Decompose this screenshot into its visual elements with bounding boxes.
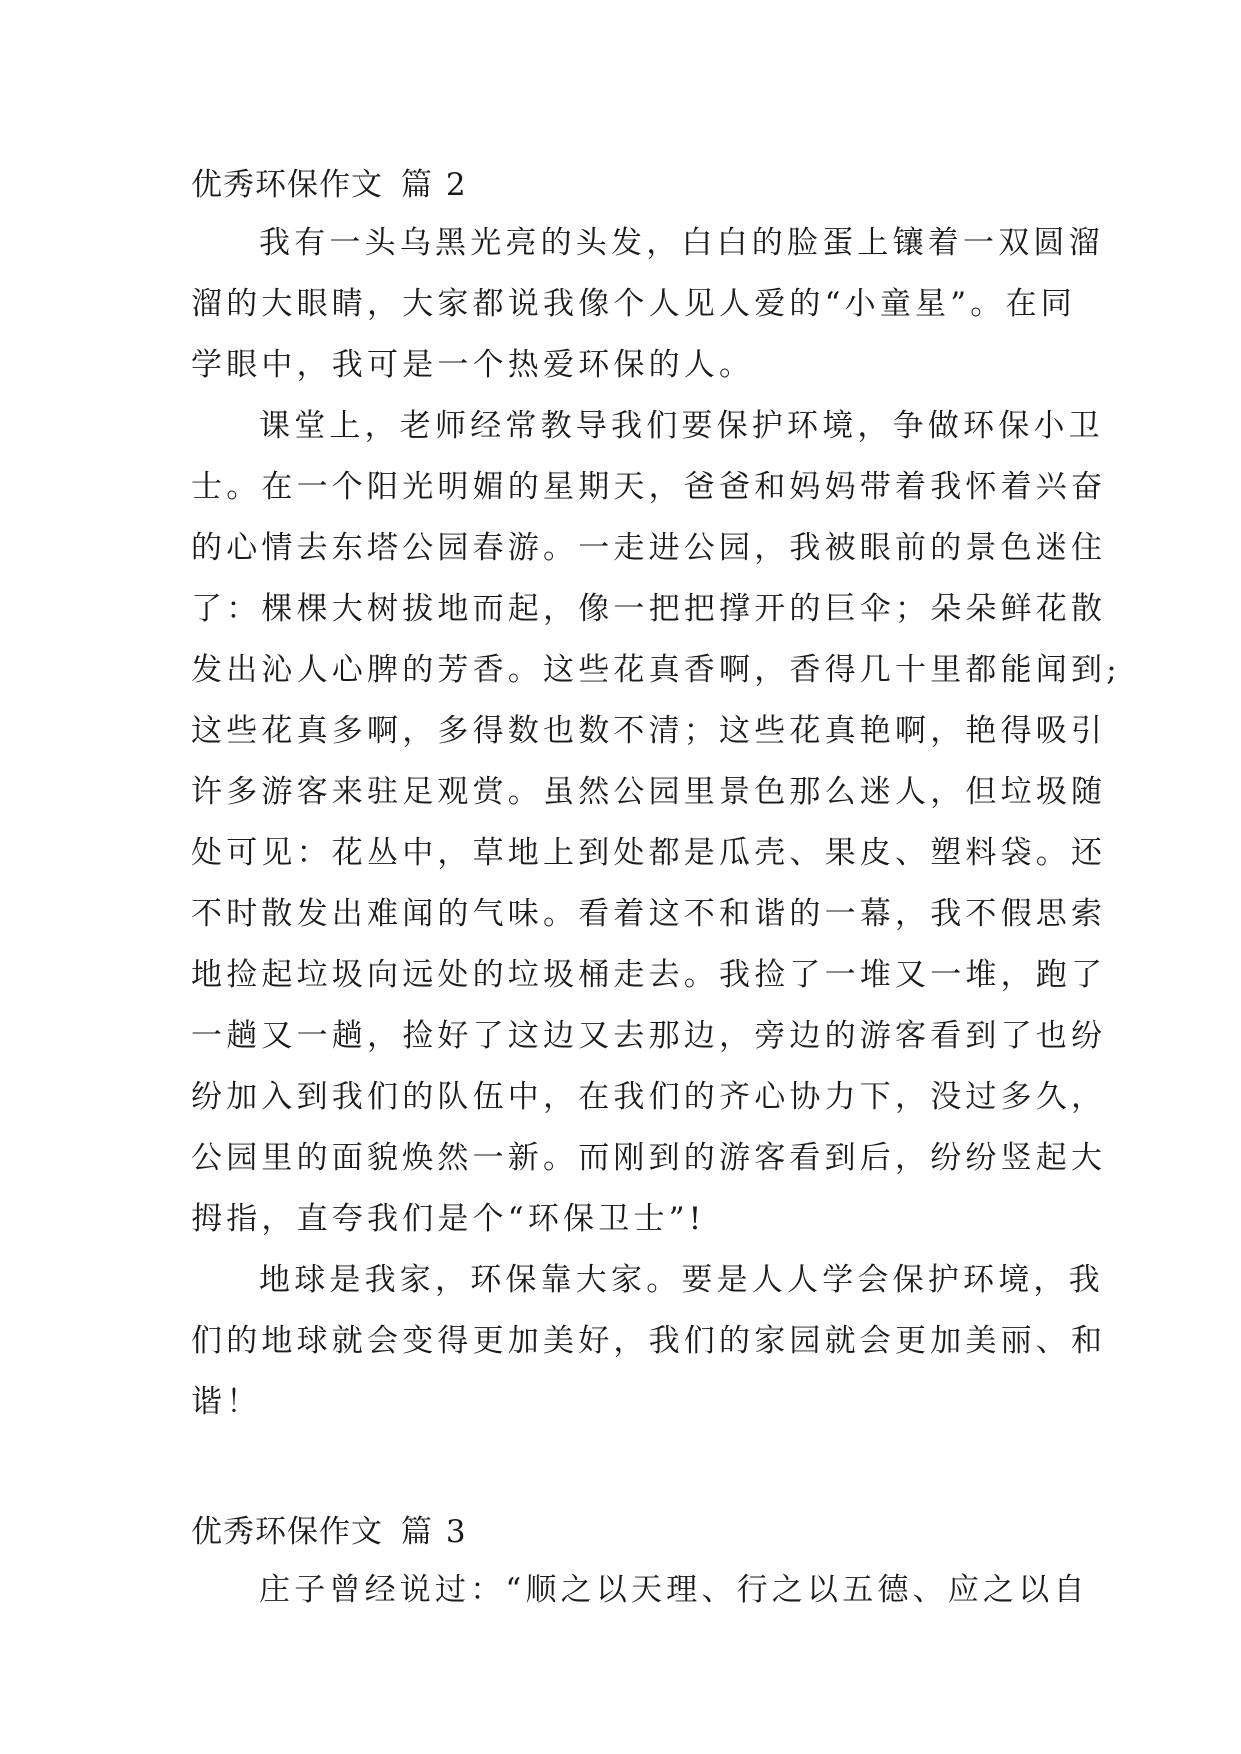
paragraph-line: 们的地球就会变得更加美好，我们的家园就会更加美丽、和 — [191, 1323, 1107, 1359]
paragraph-line: 发出沁人心脾的芳香。这些花真香啊，香得几十里都能闻到; — [191, 652, 1121, 688]
section-title-number: 篇 2 — [401, 167, 468, 203]
paragraph — [191, 1250, 1107, 1433]
paragraph — [191, 1560, 1089, 1621]
paragraph-line: 庄子曾经说过：“顺之以天理、行之以五德、应之以自 — [259, 1572, 1089, 1608]
document-body — [191, 160, 1121, 1621]
paragraph-line: 地捡起垃圾向远处的垃圾桶走去。我捡了一堆又一堆，跑了 — [191, 957, 1107, 993]
section-title-label: 优秀环保作文 — [191, 167, 383, 203]
paragraph-line: 溜的大眼睛，大家都说我像个人见人爱的“小童星”。在同 — [191, 286, 1076, 322]
section-title-number: 篇 3 — [401, 1514, 468, 1550]
paragraph-line: 士。在一个阳光明媚的星期天，爸爸和妈妈带着我怀着兴奋 — [191, 469, 1107, 505]
paragraph-line: 一趟又一趟，捡好了这边又去那边，旁边的游客看到了也纷 — [191, 1018, 1107, 1054]
paragraph-line: 纷加入到我们的队伍中，在我们的齐心协力下，没过多久， — [191, 1079, 1107, 1115]
paragraph-line: 我有一头乌黑光亮的头发，白白的脸蛋上镶着一双圆溜 — [259, 225, 1104, 261]
paragraph-line: 这些花真多啊，多得数也数不清；这些花真艳啊，艳得吸引 — [191, 713, 1107, 749]
paragraph-line: 学眼中，我可是一个热爱环保的人。 — [191, 347, 755, 383]
paragraph-line: 的心情去东塔公园春游。一走进公园，我被眼前的景色迷住 — [191, 530, 1107, 566]
paragraph-line: 地球是我家，环保靠大家。要是人人学会保护环境，我 — [259, 1262, 1104, 1298]
paragraph-line: 谐！ — [191, 1384, 262, 1420]
paragraph-line: 处可见：花丛中，草地上到处都是瓜壳、果皮、塑料袋。还 — [191, 835, 1107, 871]
section-title — [191, 160, 1051, 210]
paragraph-line: 不时散发出难闻的气味。看着这不和谐的一幕，我不假思索 — [191, 896, 1107, 932]
paragraph — [191, 213, 1104, 396]
section-title — [191, 1507, 1051, 1557]
paragraph — [191, 396, 1121, 1250]
paragraph-line: 公园里的面貌焕然一新。而刚到的游客看到后，纷纷竖起大 — [191, 1140, 1107, 1176]
paragraph-line: 拇指，直夸我们是个“环保卫士”! — [191, 1201, 706, 1237]
paragraph-line: 了：棵棵大树拔地而起，像一把把撑开的巨伞；朵朵鲜花散 — [191, 591, 1107, 627]
section-title-label: 优秀环保作文 — [191, 1514, 383, 1550]
paragraph-line: 课堂上，老师经常教导我们要保护环境，争做环保小卫 — [259, 408, 1104, 444]
paragraph-line: 许多游客来驻足观赏。虽然公园里景色那么迷人，但垃圾随 — [191, 774, 1107, 810]
